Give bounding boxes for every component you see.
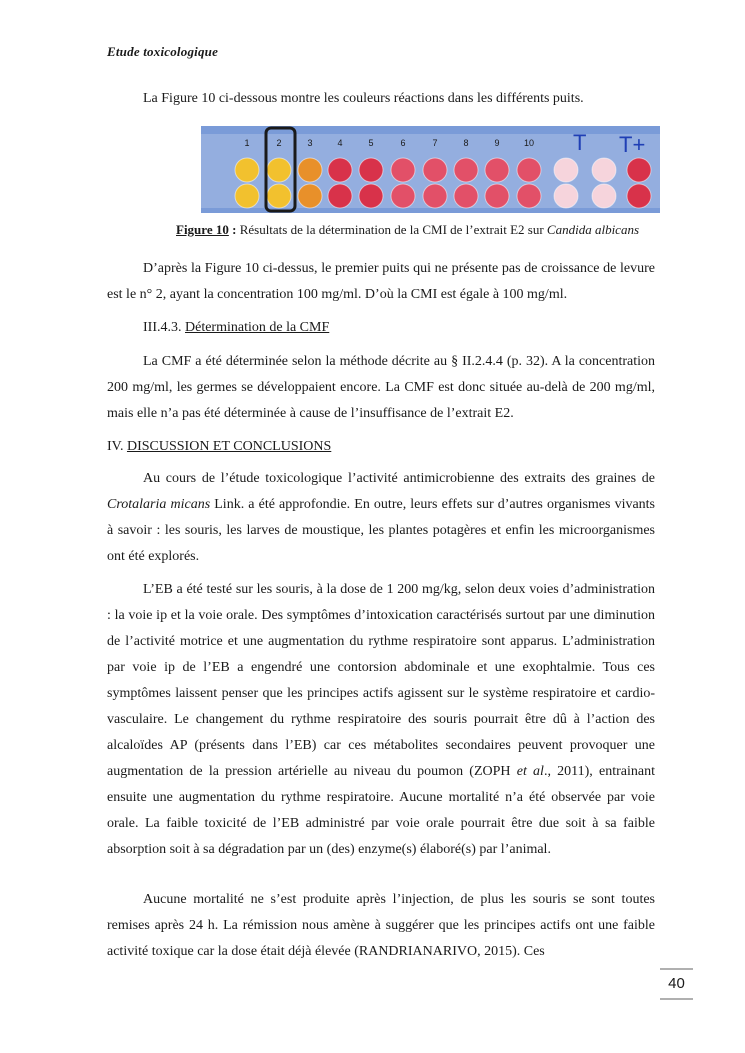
section-4-number: IV. [107,439,127,454]
well-number-6: 6 [400,138,406,148]
paragraph-discussion-2 [107,577,655,863]
well-number-9: 9 [494,138,500,148]
well-r1-c5 [359,158,383,182]
para4-part-a: L’EB a été testé sur les souris, à la dose de 1 200 mg/kg, selon deux voies d’administration : la voie ip et la voie orale. Des symptômes d’intoxication caractérisés surtout par une diminution de l’activité motrice et une augmentation du rythme respiratoire sont apparus. L’administration par voie ip de l’EB a engendré une contorsion abdominale et une exophtalmie. Tous ces symptômes laissent penser que les principes actifs agissent sur le système respiratoire et cardio-vasculaire. Le changement du rythme respiratoire des souris pourrait être dû à l’action des alcaloïdes AP (présents dans l’EB) car ces métabolites secondaires peuvent provoquer une augmentation de la pression artérielle au niveau du poumon (ZOPH [107,582,655,779]
well-r2-c7 [423,184,447,208]
paragraph-cmf-text: La CMF a été déterminée selon la méthode décrite au § II.2.4.4 (p. 32). A la concentration 200 mg/ml, les germes se développaient encore. La CMF est donc située au-delà de 200 mg/ml, mais elle n’a pas été déterminée à cause de l’insuffisance de l’extrait E2. [107,354,655,421]
well-r1-c4 [328,158,352,182]
well-r1-c1 [235,158,259,182]
microplate-image [201,126,660,213]
well-number-2: 2 [276,138,282,148]
well-r2-c13 [627,184,651,208]
well-r1-c9 [485,158,509,182]
caption-text: Résultats de la détermination de la CMI de l’extrait E2 sur [236,222,547,237]
well-r2-c10 [517,184,541,208]
well-r2-c3 [298,184,322,208]
figure-10-photo [201,126,660,213]
para3-species: Crotalaria micans [107,497,211,512]
section-4-title: DISCUSSION ET CONCLUSIONS [126,439,332,454]
intro-text: La Figure 10 ci-dessous montre les couleurs réactions dans les différents puits. [143,91,584,106]
well-r2-c4 [328,184,352,208]
para4-part-b: ., 2011), entrainant ensuite une augmentation du rythme respiratoire. Aucune mortalité n’a été observée par voie orale. La faible toxicité de l’EB administré par voie orale pourrait être due soit à sa faible absorption soit à sa dégradation par un (des) enzyme(s) élaboré(s) par l’animal. [107,764,656,857]
intro-paragraph [107,86,655,112]
well-r1-c12 [592,158,616,182]
paragraph-discussion-3 [107,887,655,965]
section-heading-433 [107,315,655,341]
well-number-5: 5 [368,138,374,148]
running-header: Etude toxicologique [107,44,219,59]
section-heading-4 [107,434,655,460]
paragraph-discussion-3-text: Aucune mortalité ne s’est produite après l’injection, de plus les souris se sont toutes remises après 24 h. La rémission nous amène à suggérer que les principes actifs ont une faible activité toxique car la dose était déjà élevée (RANDRIANARIVO, 2015). Ces [107,892,655,959]
caption-label: Figure 10 [176,222,229,237]
well-r1-c6 [391,158,415,182]
well-r2-c8 [454,184,478,208]
well-number-10: 10 [523,138,535,148]
caption-colon: : [228,222,237,237]
paragraph-cmi [107,256,655,308]
well-number-3: 3 [307,138,313,148]
para4-etal: et al [516,764,544,779]
paragraph-discussion-1 [107,466,655,570]
well-r1-c11 [554,158,578,182]
well-r1-c10 [517,158,541,182]
well-r1-c8 [454,158,478,182]
para3-part-b: Link. a été approfondie. En outre, leurs effets sur d’autres organismes vivants à savoir : les souris, les larves de moustique, les plantes potagères et enfin les microorganismes ont été explorés. [107,497,656,564]
well-r2-c5 [359,184,383,208]
well-number-8: 8 [463,138,469,148]
well-r1-c13 [627,158,651,182]
well-number-4: 4 [337,138,343,148]
section-433-title: Détermination de la CMF [185,320,330,335]
para3-part-a: Au cours de l’étude toxicologique l’activité antimicrobienne des extraits des graines de [143,471,655,486]
well-r1-c7 [423,158,447,182]
well-r2-c6 [391,184,415,208]
caption-species: Candida albicans [546,222,640,237]
section-433-number: III.4.3. [143,320,185,335]
well-r2-c2 [267,184,291,208]
figure-caption [176,222,639,238]
paragraph-cmf [107,349,655,427]
control-label-negative: T [573,130,587,155]
well-r2-c1 [235,184,259,208]
well-number-1: 1 [244,138,250,148]
well-r1-c2 [267,158,291,182]
well-r2-c12 [592,184,616,208]
well-number-7: 7 [432,138,438,148]
control-label-positive: T+ [619,132,646,157]
well-r2-c9 [485,184,509,208]
paragraph-cmi-text: D’après la Figure 10 ci-dessus, le premier puits qui ne présente pas de croissance de levure est le n° 2, ayant la concentration 100 mg/ml. D’où la CMI est égale à 100 mg/ml. [107,261,655,302]
well-r1-c3 [298,158,322,182]
well-r2-c11 [554,184,578,208]
page-number: 40 [660,968,693,1000]
